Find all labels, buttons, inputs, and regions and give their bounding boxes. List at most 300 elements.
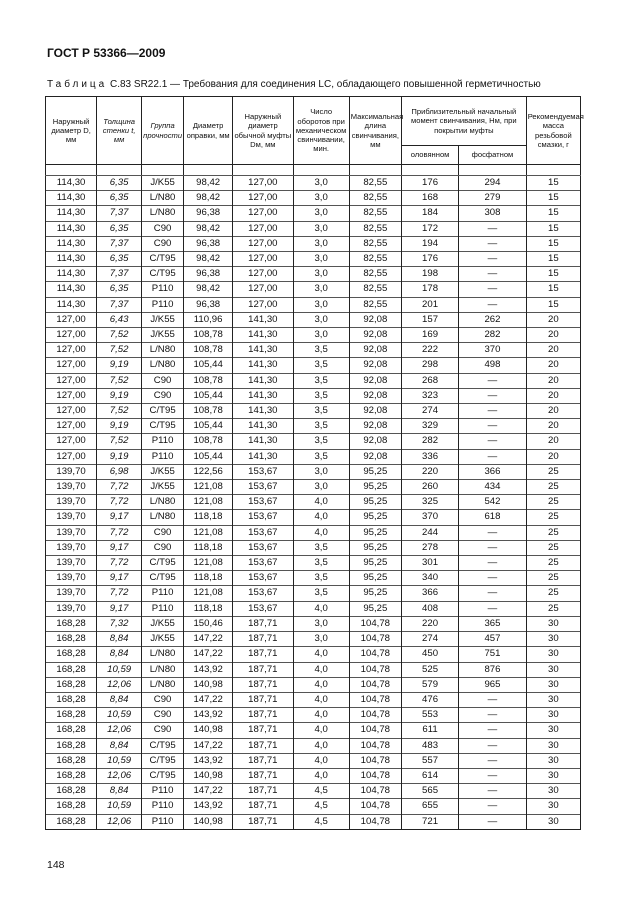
table-cell: 20	[526, 449, 580, 464]
table-cell: 141,30	[233, 343, 293, 358]
table-cell: 20	[526, 419, 580, 434]
table-cell: —	[459, 799, 527, 814]
col-header-torque-group: Приблизительный начальный момент свинчивания, Нм, при покрытии муфты	[401, 97, 526, 146]
caption-label: Таблица	[47, 79, 108, 90]
table-cell: 7,52	[97, 328, 142, 343]
table-cell: 4,0	[293, 768, 349, 783]
table-cell: 114,30	[46, 206, 97, 221]
table-row	[46, 358, 581, 373]
table-cell: 25	[526, 525, 580, 540]
table-cell: 139,70	[46, 601, 97, 616]
table-cell: 12,06	[97, 677, 142, 692]
table-cell: 579	[401, 677, 458, 692]
table-cell: 141,30	[233, 434, 293, 449]
table-cell: 121,08	[184, 586, 233, 601]
table-cell: 139,70	[46, 510, 97, 525]
table-cell: —	[459, 297, 527, 312]
table-row	[46, 571, 581, 586]
table-row	[46, 723, 581, 738]
table-cell: —	[459, 540, 527, 555]
table-cell: 187,71	[233, 814, 293, 829]
table-cell: 104,78	[349, 723, 401, 738]
table-cell: 127,00	[46, 434, 97, 449]
table-cell: 104,78	[349, 708, 401, 723]
document-header: ГОСТ Р 53366—2009	[47, 46, 166, 60]
table-cell: 187,71	[233, 723, 293, 738]
table-cell: J/K55	[142, 616, 184, 631]
table-cell: 157	[401, 312, 458, 327]
caption-number: C.83 SR22.1	[110, 79, 168, 90]
table-cell: —	[459, 419, 527, 434]
table-cell: 15	[526, 267, 580, 282]
table-cell: 127,00	[46, 388, 97, 403]
table-cell: 92,08	[349, 404, 401, 419]
table-row	[46, 419, 581, 434]
table-cell: 143,92	[184, 753, 233, 768]
table-cell: 168,28	[46, 768, 97, 783]
table-cell: 12,06	[97, 768, 142, 783]
table-cell: 3,5	[293, 434, 349, 449]
table-cell: 365	[459, 616, 527, 631]
table-row	[46, 206, 581, 221]
table-cell: 168,28	[46, 708, 97, 723]
table-cell: 168,28	[46, 799, 97, 814]
table-cell: 611	[401, 723, 458, 738]
table-cell: 121,08	[184, 525, 233, 540]
table-cell: 118,18	[184, 571, 233, 586]
table-cell: C/T95	[142, 556, 184, 571]
table-cell: —	[459, 449, 527, 464]
table-cell: L/N80	[142, 677, 184, 692]
table-cell: C/T95	[142, 404, 184, 419]
table-cell: 141,30	[233, 373, 293, 388]
table-cell: 96,38	[184, 206, 233, 221]
table-cell: 7,37	[97, 297, 142, 312]
table-row	[46, 464, 581, 479]
table-cell: 82,55	[349, 236, 401, 251]
table-cell: 3,5	[293, 556, 349, 571]
table-cell: 3,5	[293, 449, 349, 464]
table-cell: P110	[142, 784, 184, 799]
table-cell: —	[459, 556, 527, 571]
table-cell: 168,28	[46, 616, 97, 631]
table-cell: 6,35	[97, 176, 142, 191]
table-cell: P110	[142, 601, 184, 616]
table-cell: 187,71	[233, 768, 293, 783]
table-cell: 114,30	[46, 297, 97, 312]
table-cell: 114,30	[46, 191, 97, 206]
table-cell: 366	[459, 464, 527, 479]
table-cell: 7,52	[97, 434, 142, 449]
table-cell: C/T95	[142, 267, 184, 282]
table-cell: C90	[142, 373, 184, 388]
table-cell: 153,67	[233, 464, 293, 479]
table-cell: 187,71	[233, 708, 293, 723]
table-cell: 118,18	[184, 510, 233, 525]
table-cell: 323	[401, 388, 458, 403]
table-cell: 30	[526, 814, 580, 829]
table-cell: 121,08	[184, 480, 233, 495]
table-cell: P110	[142, 449, 184, 464]
table-cell: 105,44	[184, 388, 233, 403]
table-cell: 262	[459, 312, 527, 327]
table-cell: 301	[401, 556, 458, 571]
table-cell: 122,56	[184, 464, 233, 479]
table-cell: 95,25	[349, 495, 401, 510]
table-cell: 9,17	[97, 510, 142, 525]
table-row	[46, 312, 581, 327]
table-cell: 187,71	[233, 662, 293, 677]
table-cell: 82,55	[349, 176, 401, 191]
table-row	[46, 784, 581, 799]
table-cell: 20	[526, 373, 580, 388]
table-cell: 153,67	[233, 480, 293, 495]
table-cell: 20	[526, 358, 580, 373]
table-cell: 3,5	[293, 404, 349, 419]
table-cell: 4,0	[293, 647, 349, 662]
table-cell: 104,78	[349, 814, 401, 829]
table-cell: 282	[401, 434, 458, 449]
table-cell: 4,5	[293, 784, 349, 799]
table-cell: 25	[526, 510, 580, 525]
table-cell: 3,0	[293, 616, 349, 631]
table-row	[46, 176, 581, 191]
table-cell: 12,06	[97, 723, 142, 738]
table-row	[46, 388, 581, 403]
table-cell: L/N80	[142, 191, 184, 206]
table-row	[46, 252, 581, 267]
table-cell: 114,30	[46, 176, 97, 191]
page-number: 148	[47, 859, 65, 871]
table-cell: 3,0	[293, 480, 349, 495]
table-cell: 10,59	[97, 708, 142, 723]
table-cell: J/K55	[142, 464, 184, 479]
table-cell: 7,37	[97, 267, 142, 282]
table-cell: 95,25	[349, 510, 401, 525]
table-cell: L/N80	[142, 662, 184, 677]
table-cell: 143,92	[184, 662, 233, 677]
table-cell: 244	[401, 525, 458, 540]
table-cell: 104,78	[349, 647, 401, 662]
table-cell: 15	[526, 236, 580, 251]
table-cell: —	[459, 723, 527, 738]
table-row	[46, 799, 581, 814]
table-row	[46, 373, 581, 388]
table-cell: 168,28	[46, 784, 97, 799]
table-row	[46, 221, 581, 236]
table-cell: 25	[526, 464, 580, 479]
table-cell: 3,0	[293, 297, 349, 312]
table-row	[46, 708, 581, 723]
table-cell: 220	[401, 616, 458, 631]
table-row	[46, 692, 581, 707]
table-cell: C90	[142, 236, 184, 251]
table-cell: 95,25	[349, 571, 401, 586]
table-cell: 98,42	[184, 252, 233, 267]
table-cell: 127,00	[233, 191, 293, 206]
table-cell: —	[459, 388, 527, 403]
table-cell: C/T95	[142, 419, 184, 434]
table-cell: 139,70	[46, 571, 97, 586]
table-cell: 108,78	[184, 343, 233, 358]
table-cell: 260	[401, 480, 458, 495]
table-cell: 147,22	[184, 738, 233, 753]
table-cell: 127,00	[233, 221, 293, 236]
table-cell: 476	[401, 692, 458, 707]
table-cell: 30	[526, 708, 580, 723]
table-cell: 15	[526, 221, 580, 236]
table-cell: 10,59	[97, 799, 142, 814]
table-cell: 15	[526, 176, 580, 191]
table-cell: —	[459, 404, 527, 419]
table-cell: —	[459, 738, 527, 753]
table-row	[46, 297, 581, 312]
col-header-wall-thickness: Толщина стенки t, мм	[97, 97, 142, 165]
table-cell: 104,78	[349, 799, 401, 814]
table-cell: 147,22	[184, 692, 233, 707]
table-cell: 82,55	[349, 267, 401, 282]
table-cell: —	[459, 434, 527, 449]
table-cell: 4,0	[293, 662, 349, 677]
table-cell: 169	[401, 328, 458, 343]
table-cell: 876	[459, 662, 527, 677]
table-cell: 139,70	[46, 525, 97, 540]
table-cell: 7,37	[97, 236, 142, 251]
table-cell: 168,28	[46, 814, 97, 829]
table-cell: 4,0	[293, 495, 349, 510]
table-cell: 172	[401, 221, 458, 236]
table-cell: 268	[401, 373, 458, 388]
table-cell: 121,08	[184, 556, 233, 571]
table-cell: 557	[401, 753, 458, 768]
table-cell: 3,5	[293, 571, 349, 586]
col-header-grease-mass: Рекомендуемая масса резьбовой смазки, г	[526, 97, 580, 165]
table-cell: 92,08	[349, 373, 401, 388]
table-cell: 104,78	[349, 632, 401, 647]
table-cell: 201	[401, 297, 458, 312]
table-row	[46, 814, 581, 829]
table-cell: 92,08	[349, 419, 401, 434]
table-row	[46, 616, 581, 631]
table-cell: 198	[401, 267, 458, 282]
table-cell: 10,59	[97, 753, 142, 768]
table-cell: P110	[142, 297, 184, 312]
table-cell: 4,0	[293, 692, 349, 707]
table-cell: 614	[401, 768, 458, 783]
table-cell: 187,71	[233, 647, 293, 662]
table-cell: 10,59	[97, 662, 142, 677]
table-cell: L/N80	[142, 206, 184, 221]
table-cell: 8,84	[97, 632, 142, 647]
table-cell: J/K55	[142, 312, 184, 327]
table-cell: 127,00	[233, 297, 293, 312]
table-cell: 222	[401, 343, 458, 358]
table-cell: 108,78	[184, 404, 233, 419]
table-cell: 9,19	[97, 449, 142, 464]
table-cell: 110,96	[184, 312, 233, 327]
spacer-row	[46, 165, 581, 176]
col-header-coupling-diameter: Наружный диаметр обычной муфты Dм, мм	[233, 97, 293, 165]
table-cell: 8,84	[97, 784, 142, 799]
table-cell: 30	[526, 738, 580, 753]
table-cell: 20	[526, 312, 580, 327]
table-cell: 127,00	[46, 358, 97, 373]
col-header-phosphate: фосфатном	[459, 146, 527, 165]
table-cell: 114,30	[46, 252, 97, 267]
table-cell: 95,25	[349, 540, 401, 555]
table-cell: 3,0	[293, 282, 349, 297]
table-cell: L/N80	[142, 343, 184, 358]
table-cell: 127,00	[233, 206, 293, 221]
table-cell: —	[459, 708, 527, 723]
table-cell: C90	[142, 525, 184, 540]
table-cell: C90	[142, 692, 184, 707]
table-cell: 30	[526, 616, 580, 631]
table-cell: 751	[459, 647, 527, 662]
table-row	[46, 768, 581, 783]
table-row	[46, 510, 581, 525]
table-cell: 20	[526, 328, 580, 343]
table-cell: 278	[401, 540, 458, 555]
table-cell: 108,78	[184, 434, 233, 449]
table-cell: 96,38	[184, 267, 233, 282]
table-cell: 3,0	[293, 236, 349, 251]
table-cell: 4,5	[293, 799, 349, 814]
table-cell: C/T95	[142, 738, 184, 753]
table-cell: 95,25	[349, 525, 401, 540]
table-cell: 25	[526, 480, 580, 495]
table-cell: 6,98	[97, 464, 142, 479]
table-cell: 105,44	[184, 419, 233, 434]
table-row	[46, 525, 581, 540]
table-cell: 143,92	[184, 708, 233, 723]
table-cell: P110	[142, 814, 184, 829]
table-cell: 153,67	[233, 601, 293, 616]
table-row	[46, 677, 581, 692]
table-cell: C/T95	[142, 753, 184, 768]
table-cell: 3,5	[293, 373, 349, 388]
table-cell: 168,28	[46, 738, 97, 753]
table-cell: 7,37	[97, 206, 142, 221]
table-cell: 108,78	[184, 328, 233, 343]
table-cell: 9,17	[97, 540, 142, 555]
table-cell: 95,25	[349, 480, 401, 495]
table-cell: 143,92	[184, 799, 233, 814]
table-cell: 114,30	[46, 267, 97, 282]
table-cell: 127,00	[233, 267, 293, 282]
table-cell: 108,78	[184, 373, 233, 388]
table-cell: 3,0	[293, 206, 349, 221]
table-cell: 168,28	[46, 662, 97, 677]
table-cell: 525	[401, 662, 458, 677]
table-cell: 30	[526, 632, 580, 647]
table-cell: 176	[401, 252, 458, 267]
table-cell: —	[459, 221, 527, 236]
table-cell: 153,67	[233, 525, 293, 540]
table-cell: 30	[526, 692, 580, 707]
table-cell: 4,0	[293, 510, 349, 525]
table-cell: 25	[526, 495, 580, 510]
table-cell: —	[459, 373, 527, 388]
table-cell: 104,78	[349, 738, 401, 753]
table-cell: 25	[526, 571, 580, 586]
table-cell: 187,71	[233, 677, 293, 692]
table-cell: 30	[526, 799, 580, 814]
table-body	[46, 165, 581, 830]
table-cell: 187,71	[233, 692, 293, 707]
table-row	[46, 738, 581, 753]
table-cell: 3,5	[293, 343, 349, 358]
caption-text: — Требования для соединения LC, обладающего повышенной герметичностью	[170, 79, 541, 90]
table-cell: 655	[401, 799, 458, 814]
table-cell: 8,84	[97, 692, 142, 707]
table-cell: 457	[459, 632, 527, 647]
table-cell: P110	[142, 799, 184, 814]
table-row	[46, 495, 581, 510]
table-cell: 3,0	[293, 221, 349, 236]
table-cell: 95,25	[349, 464, 401, 479]
table-cell: 127,00	[233, 252, 293, 267]
table-cell: J/K55	[142, 632, 184, 647]
table-cell: 25	[526, 540, 580, 555]
table-cell: 3,0	[293, 267, 349, 282]
table-cell: 8,84	[97, 738, 142, 753]
table-cell: 721	[401, 814, 458, 829]
table-row	[46, 449, 581, 464]
table-cell: 3,0	[293, 176, 349, 191]
table-cell: 114,30	[46, 236, 97, 251]
table-cell: C90	[142, 723, 184, 738]
table-cell: 408	[401, 601, 458, 616]
table-cell: 140,98	[184, 768, 233, 783]
table-cell: P110	[142, 434, 184, 449]
table-cell: 25	[526, 586, 580, 601]
table-cell: —	[459, 753, 527, 768]
table-cell: 274	[401, 404, 458, 419]
table-cell: 308	[459, 206, 527, 221]
table-cell: 92,08	[349, 312, 401, 327]
table-cell: 30	[526, 723, 580, 738]
table-cell: 6,35	[97, 252, 142, 267]
table-cell: 127,00	[233, 282, 293, 297]
table-cell: 121,08	[184, 495, 233, 510]
table-cell: 127,00	[46, 449, 97, 464]
table-cell: 104,78	[349, 616, 401, 631]
col-header-makeup-length: Максимальная длина свинчивания, мм	[349, 97, 401, 165]
table-cell: 127,00	[233, 176, 293, 191]
table-cell: 147,22	[184, 784, 233, 799]
table-cell: 3,5	[293, 419, 349, 434]
table-cell: 98,42	[184, 191, 233, 206]
table-cell: C90	[142, 388, 184, 403]
table-cell: 3,0	[293, 252, 349, 267]
table-cell: 370	[459, 343, 527, 358]
table-cell: 140,98	[184, 723, 233, 738]
table-row	[46, 647, 581, 662]
table-cell: 104,78	[349, 784, 401, 799]
table-cell: 187,71	[233, 632, 293, 647]
table-cell: 20	[526, 343, 580, 358]
table-cell: 282	[459, 328, 527, 343]
table-cell: 150,46	[184, 616, 233, 631]
table-cell: 15	[526, 252, 580, 267]
table-cell: 3,0	[293, 312, 349, 327]
table-cell: C/T95	[142, 768, 184, 783]
table-row	[46, 662, 581, 677]
table-cell: J/K55	[142, 480, 184, 495]
table-row	[46, 267, 581, 282]
table-cell: 370	[401, 510, 458, 525]
